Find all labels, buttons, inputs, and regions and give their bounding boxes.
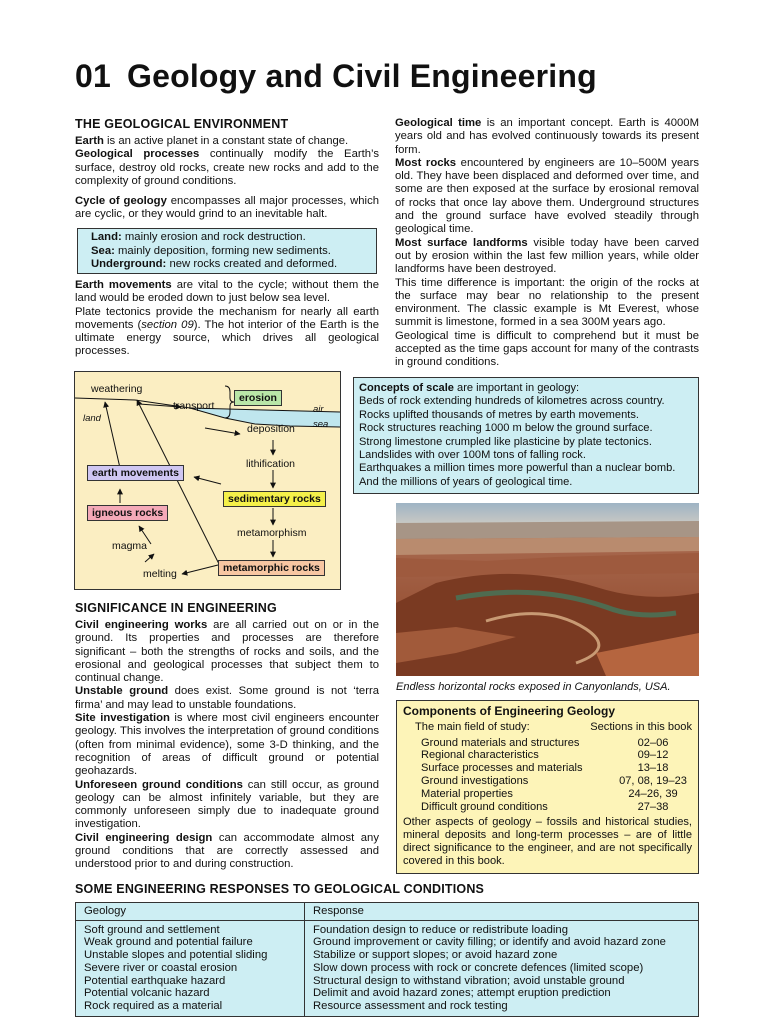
box-igneous-rocks: igneous rocks <box>87 505 168 521</box>
earth-movements-text: Earth movements are vital to the cycle; without them the land would be eroded down to just below sea level. Plate tectonics provide the mechanism for nearly all earth movements (section 09). The hot interior of the Earth is the ultimate energy source, which drives all geological processes. <box>75 279 379 358</box>
rock-cycle-diagram <box>74 371 341 590</box>
page-title <box>75 58 597 95</box>
geology-cell: Soft ground and settlement Weak ground and potential failure Unstable slopes and potential sliding Severe river or coastal erosion Potential earthquake hazard Potential volcanic hazard Rock required as a material <box>76 920 305 1016</box>
label-melting: melting <box>143 568 177 580</box>
cycle-box: Land: mainly erosion and rock destruction. Sea: mainly deposition, forming new sediments. Underground: new rocks created and deformed. <box>77 228 377 274</box>
responses-table <box>75 902 699 1019</box>
concepts-of-scale-box: Concepts of scale are important in geology: Beds of rock extending hundreds of kilometres across country. Rocks uplifted thousands of metres by earth movements. Rock structures reaching 1000 m below the ground surface. Strong limestone crumpled like plasticine by plate tectonics. Landslides with over 100M tons of falling rock. Earthquakes a million times more powerful than a nuclear bomb. And the millions of years of geological time. <box>353 377 699 494</box>
label-metamorphism: metamorphism <box>237 527 307 539</box>
box-metamorphic-rocks: metamorphic rocks <box>218 560 325 576</box>
geo-time-text: Geological time is an important concept. Earth is 4000M years old and has evolved continuously towards its present form. Most rocks encountered by engineers are 10–500M years old. They have been displaced and deformed over time, and some are then exposed at the surface by erosional removal of rocks that once lay above them. Underground structures and the ground surface have evolved steadily through geological time. Most surface landforms visible today have been carved out by erosion within the last few million years, while older landforms have been destroyed. This time difference is important: the origin of the rocks at the surface may bear no relationship to the present environment. The classic example is Mt Everest, whose summit is limestone, formed in a sea 300M years ago. Geological time is difficult to comprehend but it must be accepted as the time gaps account for many of the contrasts in ground conditions. <box>395 117 699 369</box>
label-magma: magma <box>112 540 148 552</box>
col-header-response: Response <box>305 903 699 921</box>
col-header-geology: Geology <box>76 903 305 921</box>
list-item: Difficult ground conditions 27–38 <box>421 800 669 813</box>
list-item: Surface processes and materials 13–18 <box>421 762 669 775</box>
box-sedimentary-rocks: sedimentary rocks <box>223 491 326 507</box>
responses-heading: SOME ENGINEERING RESPONSES TO GEOLOGICAL CONDITIONS <box>75 882 485 896</box>
geo-env-text: Earth is an active planet in a constant state of change. Geological processes continually modify the Earth’s surface, destroy old rocks, create new rocks and add to the complexity of ground conditions. Cycle of geology encompasses all major processes, which are cyclic, or they would grind to an inevitable halt. <box>75 135 379 221</box>
canyonlands-photo <box>396 503 699 676</box>
label-lithification: lithification <box>246 458 296 470</box>
label-air: air <box>313 404 324 415</box>
list-item: Ground materials and structures 02–06 <box>421 736 669 749</box>
components-box <box>396 700 699 874</box>
label-transport: transport <box>173 400 215 412</box>
significance-heading: SIGNIFICANCE IN ENGINEERING <box>75 601 277 615</box>
label-land: land <box>83 413 101 424</box>
box-earth-movements: earth movements <box>87 465 184 481</box>
chapter-title: Geology and Civil Engineering <box>127 58 597 94</box>
label-deposition: deposition <box>247 423 295 435</box>
label-weathering: weathering <box>91 383 143 395</box>
list-item: Ground investigations 07, 08, 19–23 <box>421 774 687 787</box>
response-cell: Foundation design to reduce or redistribute loading Ground improvement or cavity filling; or identify and avoid hazard zone Stabilize or support slopes; or avoid hazard zone Slow down process with rock or concrete defences (limited scope) Structural design to withstand vibration; avoid unstable ground Delimit and avoid hazard zones; attempt eruption prediction Resource assessment and rock testing <box>305 920 699 1016</box>
geo-env-heading: THE GEOLOGICAL ENVIRONMENT <box>75 117 289 131</box>
list-item: Material properties 24–26, 39 <box>421 787 678 800</box>
significance-text: Civil engineering works are all carried out on or in the ground. Its properties and processes are therefore significant – both the strengths of rocks and soils, and the erosional and geological processes that subject them to continual change. Unstable ground does exist. Some ground is not ‘terra firma’ and may lead to unstable foundations. Site investigation is where most civil engineers encounter geology. This involves the interpretation of ground conditions (often from minimal evidence), some 3-D thinking, and the recognition of areas of difficult ground or potential geohazards. Unforeseen ground conditions can still occur, as ground geology can be almost infinitely variable, but they are commonly unforeseen simply due to inadequate ground investigation. Civil engineering design can accommodate almost any ground conditions that are correctly assessed and understood prior to and during construction. <box>75 619 380 871</box>
chapter-number: 01 <box>75 58 111 94</box>
components-title: Components of Engineering Geology <box>403 704 616 718</box>
box-erosion: erosion <box>234 390 282 406</box>
list-item: Regional characteristics 09–12 <box>421 749 669 762</box>
label-sea: sea <box>313 419 329 430</box>
components-header-row: The main field of study: Sections in this book <box>415 720 692 733</box>
photo-caption: Endless horizontal rocks exposed in Canyonlands, USA. <box>396 681 671 693</box>
components-list <box>403 737 692 814</box>
components-footer: Other aspects of geology – fossils and historical studies, mineral deposits and long-term processes – are of little direct significance to the engineer, and are not specifically covered in this book. <box>403 816 692 867</box>
